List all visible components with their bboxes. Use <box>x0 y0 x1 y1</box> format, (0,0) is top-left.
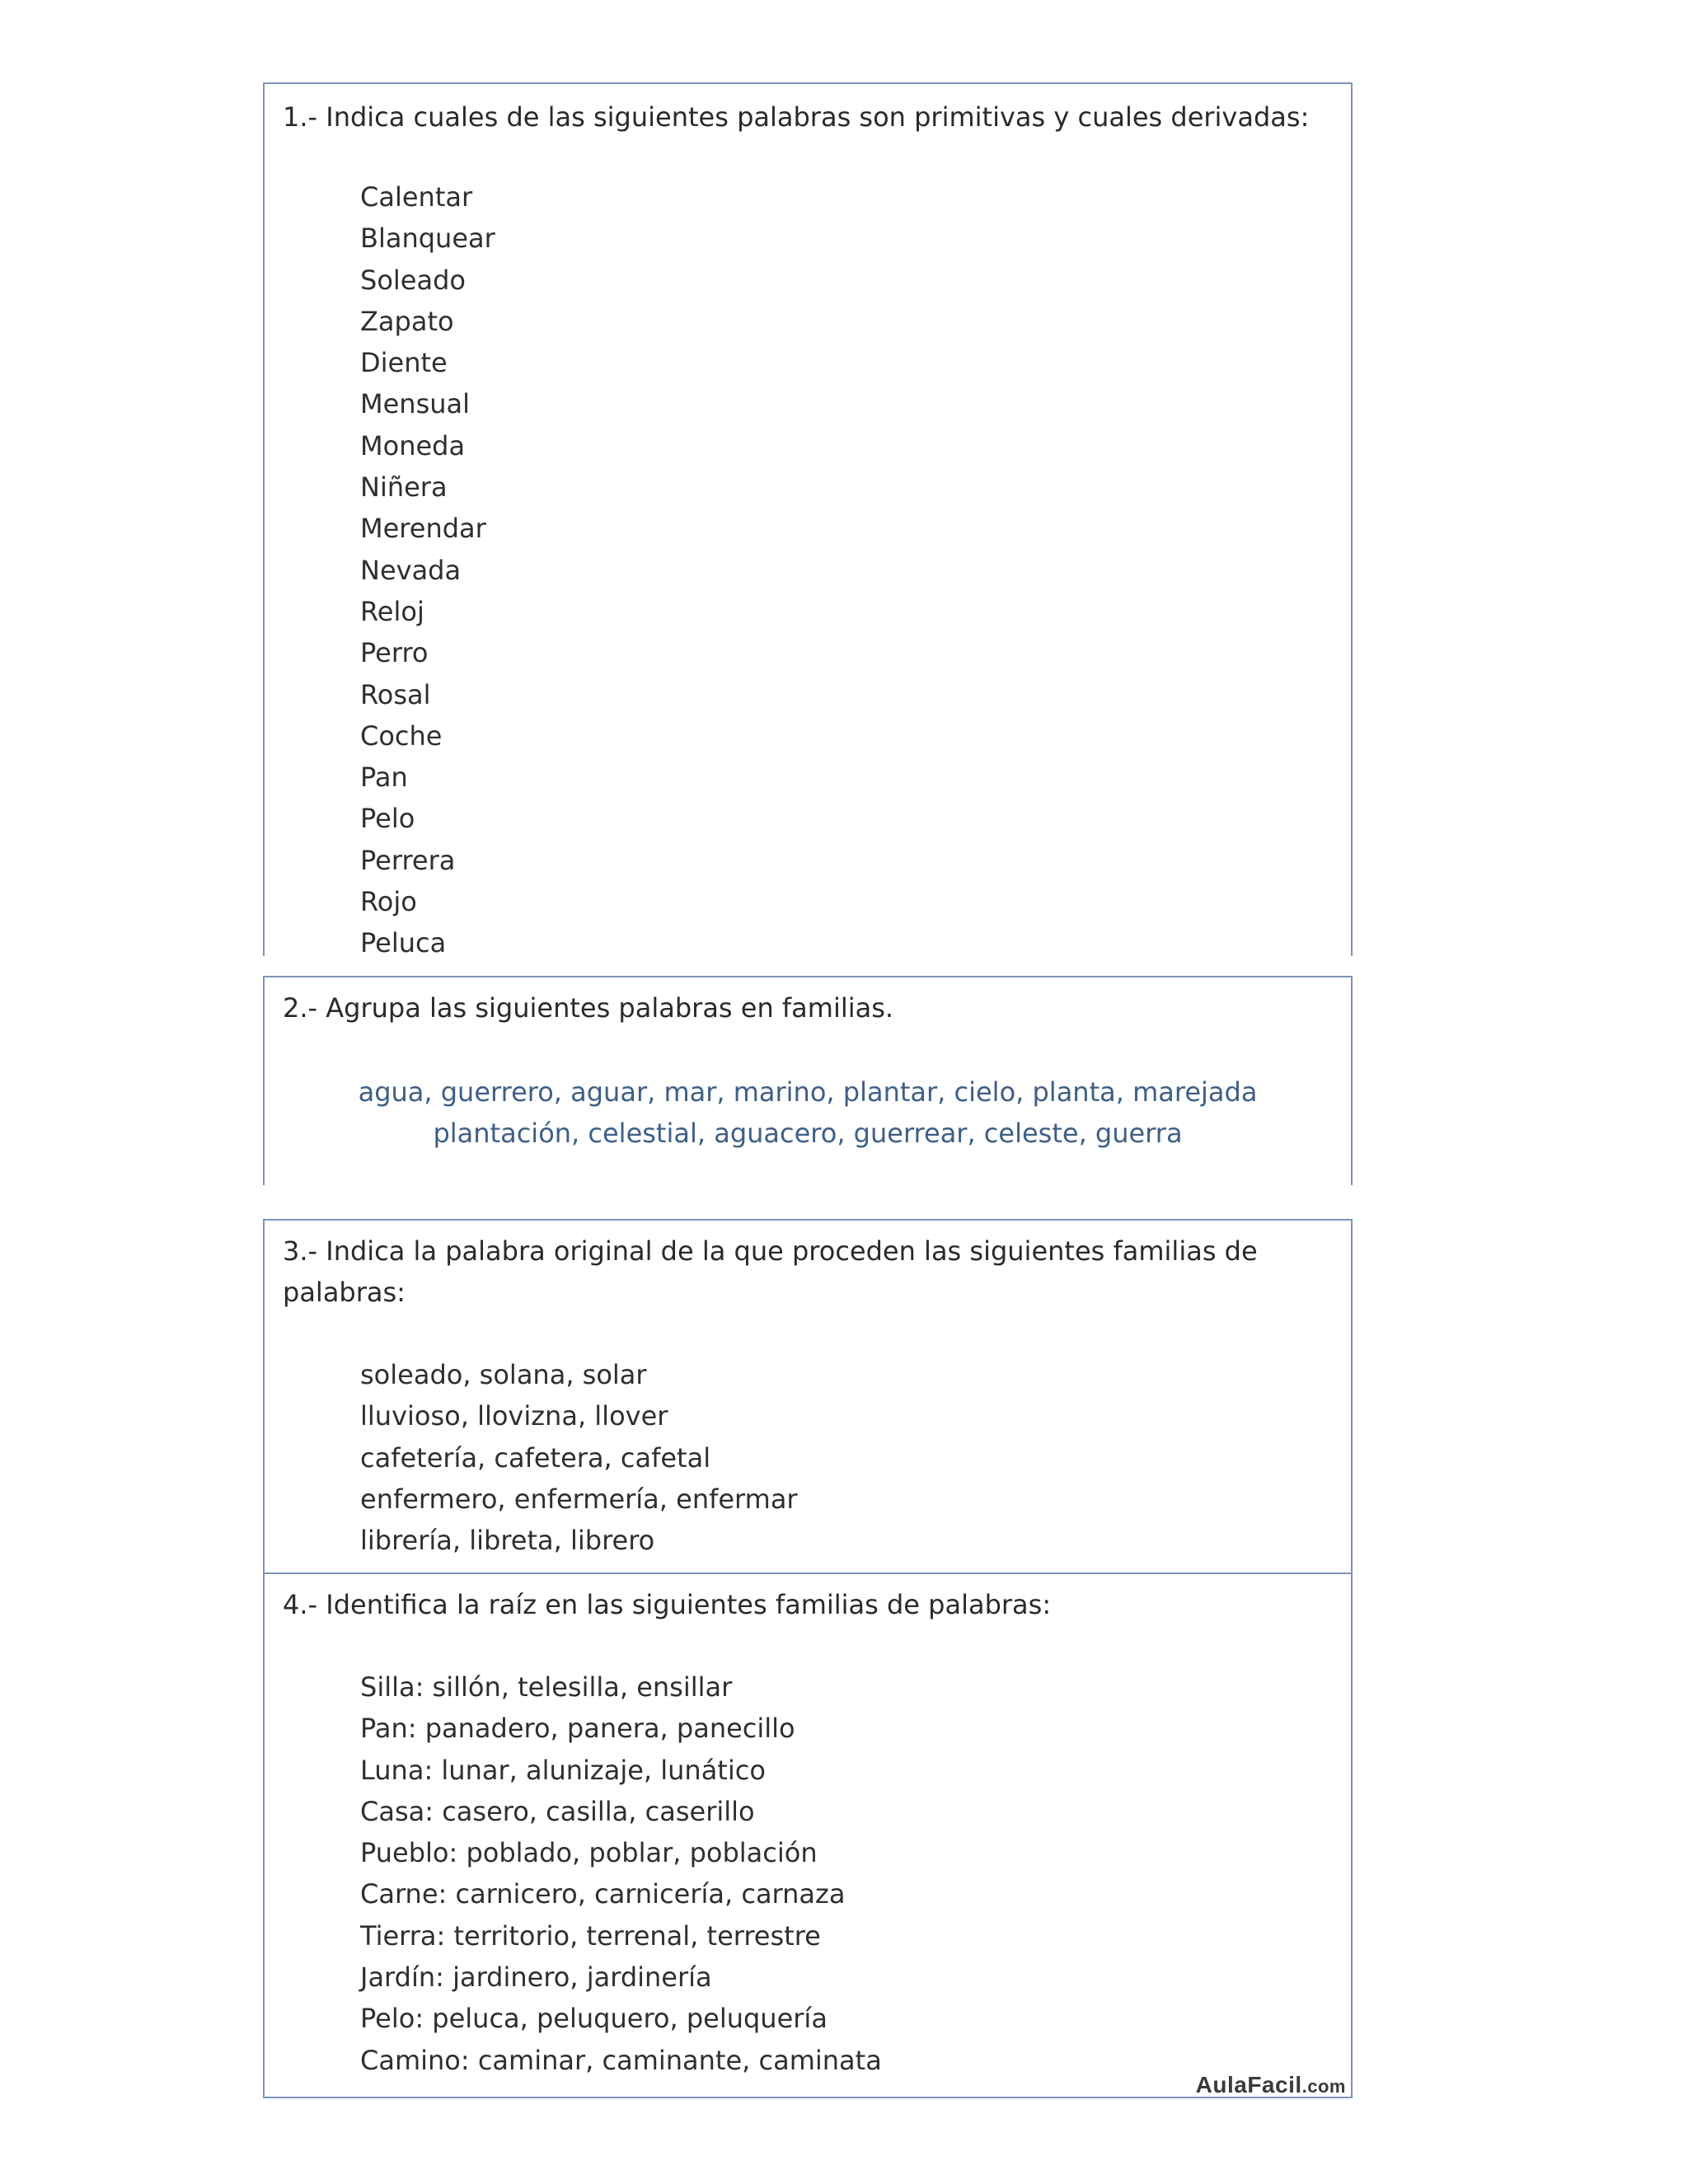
list-item: Diente <box>360 347 448 379</box>
list-item: soleado, solana, solar <box>360 1359 647 1390</box>
list-item: Carne: carnicero, carnicería, carnaza <box>360 1878 846 1910</box>
list-item: Perro <box>360 637 429 669</box>
exercise-1-word-list <box>360 176 495 964</box>
list-item: Silla: sillón, telesilla, ensillar <box>360 1671 733 1703</box>
list-item: Rosal <box>360 678 431 710</box>
exercise-2-title: 2.- Agrupa las siguientes palabras en familias. <box>283 992 894 1024</box>
list-item: Niñera <box>360 471 448 504</box>
brand-name: AulaFacil <box>1195 2072 1302 2097</box>
list-item: Reloj <box>360 595 424 627</box>
list-item: Calentar <box>360 181 473 213</box>
exercise-3-title-line-2: palabras: <box>283 1277 406 1308</box>
exercise-1-title: 1.- Indica cuales de las siguientes palabras son primitivas y cuales derivadas: <box>283 101 1310 133</box>
list-item: librería, libreta, librero <box>360 1525 655 1557</box>
list-item: Blanquear <box>360 223 495 255</box>
list-item: Pelo <box>360 803 415 835</box>
list-item: Coche <box>360 719 443 752</box>
list-item: Moneda <box>360 429 466 462</box>
exercise-2-words-line-2: plantación, celestial, aguacero, guerrear, celeste, guerra <box>433 1118 1183 1149</box>
list-item: Pelo: peluca, peluquero, peluquería <box>360 2003 828 2035</box>
list-item: Jardín: jardinero, jardinería <box>360 1961 712 1994</box>
exercise-3-family-list <box>360 1354 798 1561</box>
exercise-3-box <box>263 1219 1353 1574</box>
list-item: Zapato <box>360 305 454 337</box>
list-item: Perrera <box>360 844 456 876</box>
list-item: Camino: caminar, caminante, caminata <box>360 2044 882 2076</box>
exercise-4-title: 4.- Identifica la raíz en las siguientes familias de palabras: <box>283 1589 1052 1620</box>
list-item: Peluca <box>360 927 447 959</box>
list-item: Pueblo: poblado, poblar, población <box>360 1837 818 1869</box>
exercise-2-words-line-1: agua, guerrero, aguar, mar, marino, plantar, cielo, planta, marejada <box>358 1076 1258 1108</box>
list-item: Nevada <box>360 554 462 586</box>
list-item: Tierra: territorio, terrenal, terrestre <box>360 1919 821 1952</box>
brand-domain: .com <box>1301 2076 1346 2097</box>
exercise-4-box <box>263 1572 1353 2098</box>
exercise-2-box <box>263 976 1353 1185</box>
list-item: Pan <box>360 762 408 794</box>
list-item: Luna: lunar, alunizaje, lunático <box>360 1754 766 1786</box>
exercise-4-family-list <box>360 1666 882 2081</box>
list-item: Mensual <box>360 388 471 420</box>
exercise-1-box <box>263 82 1353 959</box>
list-item: Pan: panadero, panera, panecillo <box>360 1713 795 1745</box>
list-item: Casa: casero, casilla, caserillo <box>360 1795 755 1827</box>
aulafacil-logo <box>1196 2072 1346 2098</box>
list-item: lluvioso, llovizna, llover <box>360 1400 668 1432</box>
list-item: Merendar <box>360 513 486 545</box>
list-item: cafetería, cafetera, cafetal <box>360 1441 711 1474</box>
list-item: Rojo <box>360 886 417 918</box>
list-item: Soleado <box>360 264 466 296</box>
list-item: enfermero, enfermería, enfermar <box>360 1483 798 1515</box>
exercise-3-title-line-1: 3.- Indica la palabra original de la que proceden las siguientes familias de <box>283 1235 1258 1267</box>
